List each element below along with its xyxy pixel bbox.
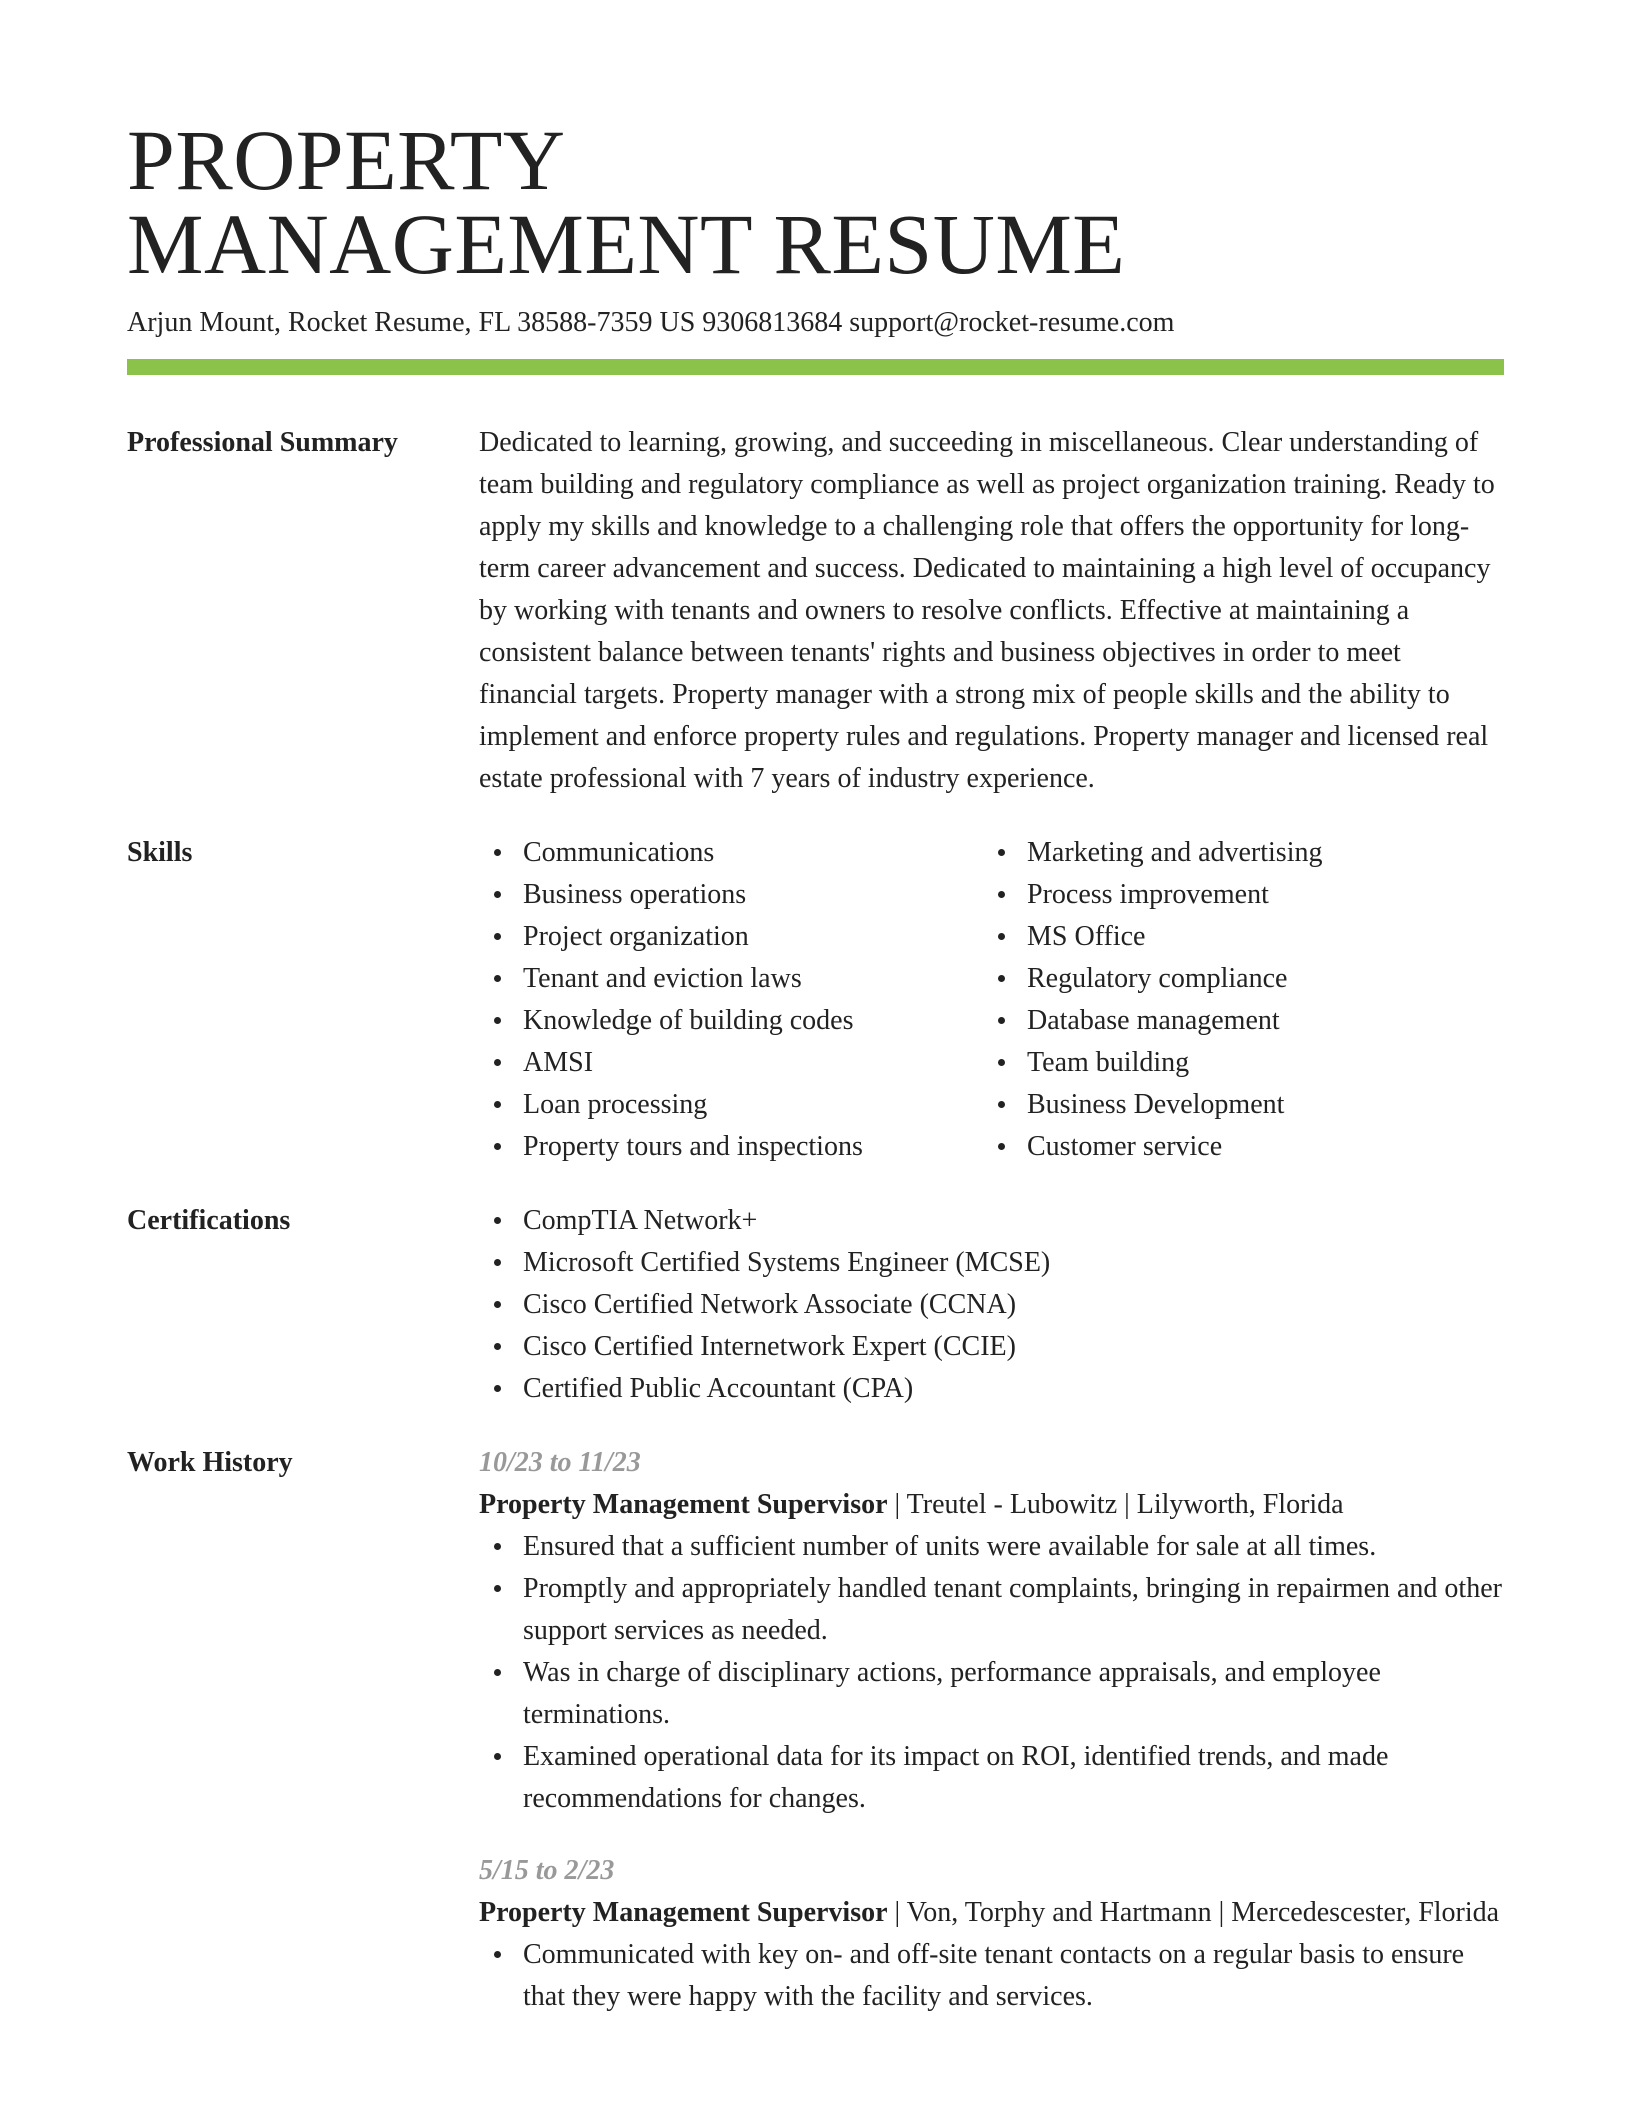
job-entry <box>479 1442 1504 1820</box>
skill-item: Process improvement <box>983 874 1487 916</box>
summary-heading: Professional Summary <box>127 427 398 458</box>
certifications-section <box>127 1200 1504 1410</box>
work-history-body <box>479 1442 1504 2018</box>
job-entry <box>479 1850 1504 2018</box>
skills-heading: Skills <box>127 837 193 868</box>
job-heading <box>479 1484 1504 1526</box>
skill-item: Communications <box>479 832 983 874</box>
skill-item: Tenant and eviction laws <box>479 958 983 1000</box>
skill-item: Loan processing <box>479 1084 983 1126</box>
skill-item: Regulatory compliance <box>983 958 1487 1000</box>
certification-item: Certified Public Accountant (CPA) <box>479 1368 1504 1410</box>
certification-item: Microsoft Certified Systems Engineer (MCSE) <box>479 1242 1504 1284</box>
certifications-list <box>479 1200 1504 1410</box>
job-details: | Von, Torphy and Hartmann | Mercedescester, Florida <box>887 1897 1500 1928</box>
certifications-heading: Certifications <box>127 1205 291 1236</box>
contact-line: Arjun Mount, Rocket Resume, FL 38588-7359 US 9306813684 support@rocket-resume.com <box>127 307 1175 338</box>
job-bullet: Ensured that a sufficient number of units were available for sale at all times. <box>479 1526 1504 1568</box>
title-line-2: MANAGEMENT RESUME <box>127 196 1126 292</box>
accent-divider <box>127 359 1504 375</box>
certifications-body <box>479 1200 1504 1410</box>
job-bullet: Communicated with key on- and off-site tenant contacts on a regular basis to ensure that they were happy with the facility and services. <box>479 1934 1504 2018</box>
skill-item: MS Office <box>983 916 1487 958</box>
job-heading <box>479 1892 1504 1934</box>
resume-page <box>127 112 1504 2018</box>
skill-item: AMSI <box>479 1042 983 1084</box>
job-details: | Treutel - Lubowitz | Lilyworth, Florida <box>887 1489 1344 1520</box>
skills-list-right <box>983 832 1487 1168</box>
job-bullets <box>479 1526 1504 1820</box>
job-title: Property Management Supervisor <box>479 1489 888 1520</box>
job-bullet: Promptly and appropriately handled tenant complaints, bringing in repairmen and other support services as needed. <box>479 1568 1504 1652</box>
skill-item: Database management <box>983 1000 1487 1042</box>
job-bullets <box>479 1934 1504 2018</box>
skills-section <box>127 832 1504 1168</box>
skill-item: Business Development <box>983 1084 1487 1126</box>
skill-item: Team building <box>983 1042 1487 1084</box>
job-dates: 5/15 to 2/23 <box>479 1855 615 1886</box>
certification-item: CompTIA Network+ <box>479 1200 1504 1242</box>
certification-item: Cisco Certified Internetwork Expert (CCIE) <box>479 1326 1504 1368</box>
resume-title <box>127 112 1504 292</box>
skills-columns <box>479 832 1504 1168</box>
job-dates: 10/23 to 11/23 <box>479 1447 641 1478</box>
job-bullet: Was in charge of disciplinary actions, performance appraisals, and employee terminations. <box>479 1652 1504 1736</box>
summary-text: Dedicated to learning, growing, and succeeding in miscellaneous. Clear understanding of team building and regulatory compliance as well as project organization training. Ready to apply my skills and knowledge to a challenging role that offers the opportunity for long-term career advancement and success. Dedicated to maintaining a high level of occupancy by working with tenants and owners to resolve conflicts. Effective at maintaining a consistent balance between tenants' rights and business objectives in order to meet financial targets. Property manager with a strong mix of people skills and the ability to implement and enforce property rules and regulations. Property manager and licensed real estate professional with 7 years of industry experience. <box>479 427 1495 794</box>
job-title: Property Management Supervisor <box>479 1897 888 1928</box>
summary-section <box>127 422 1504 800</box>
skill-item: Marketing and advertising <box>983 832 1487 874</box>
certification-item: Cisco Certified Network Associate (CCNA) <box>479 1284 1504 1326</box>
job-bullet: Examined operational data for its impact on ROI, identified trends, and made recommendations for changes. <box>479 1736 1504 1820</box>
work-history-heading: Work History <box>127 1447 293 1478</box>
title-line-1: PROPERTY <box>127 112 566 208</box>
skill-item: Property tours and inspections <box>479 1126 983 1168</box>
skill-item: Customer service <box>983 1126 1487 1168</box>
work-history-section <box>127 1442 1504 2018</box>
skill-item: Project organization <box>479 916 983 958</box>
skills-list-left <box>479 832 983 1168</box>
skill-item: Knowledge of building codes <box>479 1000 983 1042</box>
skill-item: Business operations <box>479 874 983 916</box>
